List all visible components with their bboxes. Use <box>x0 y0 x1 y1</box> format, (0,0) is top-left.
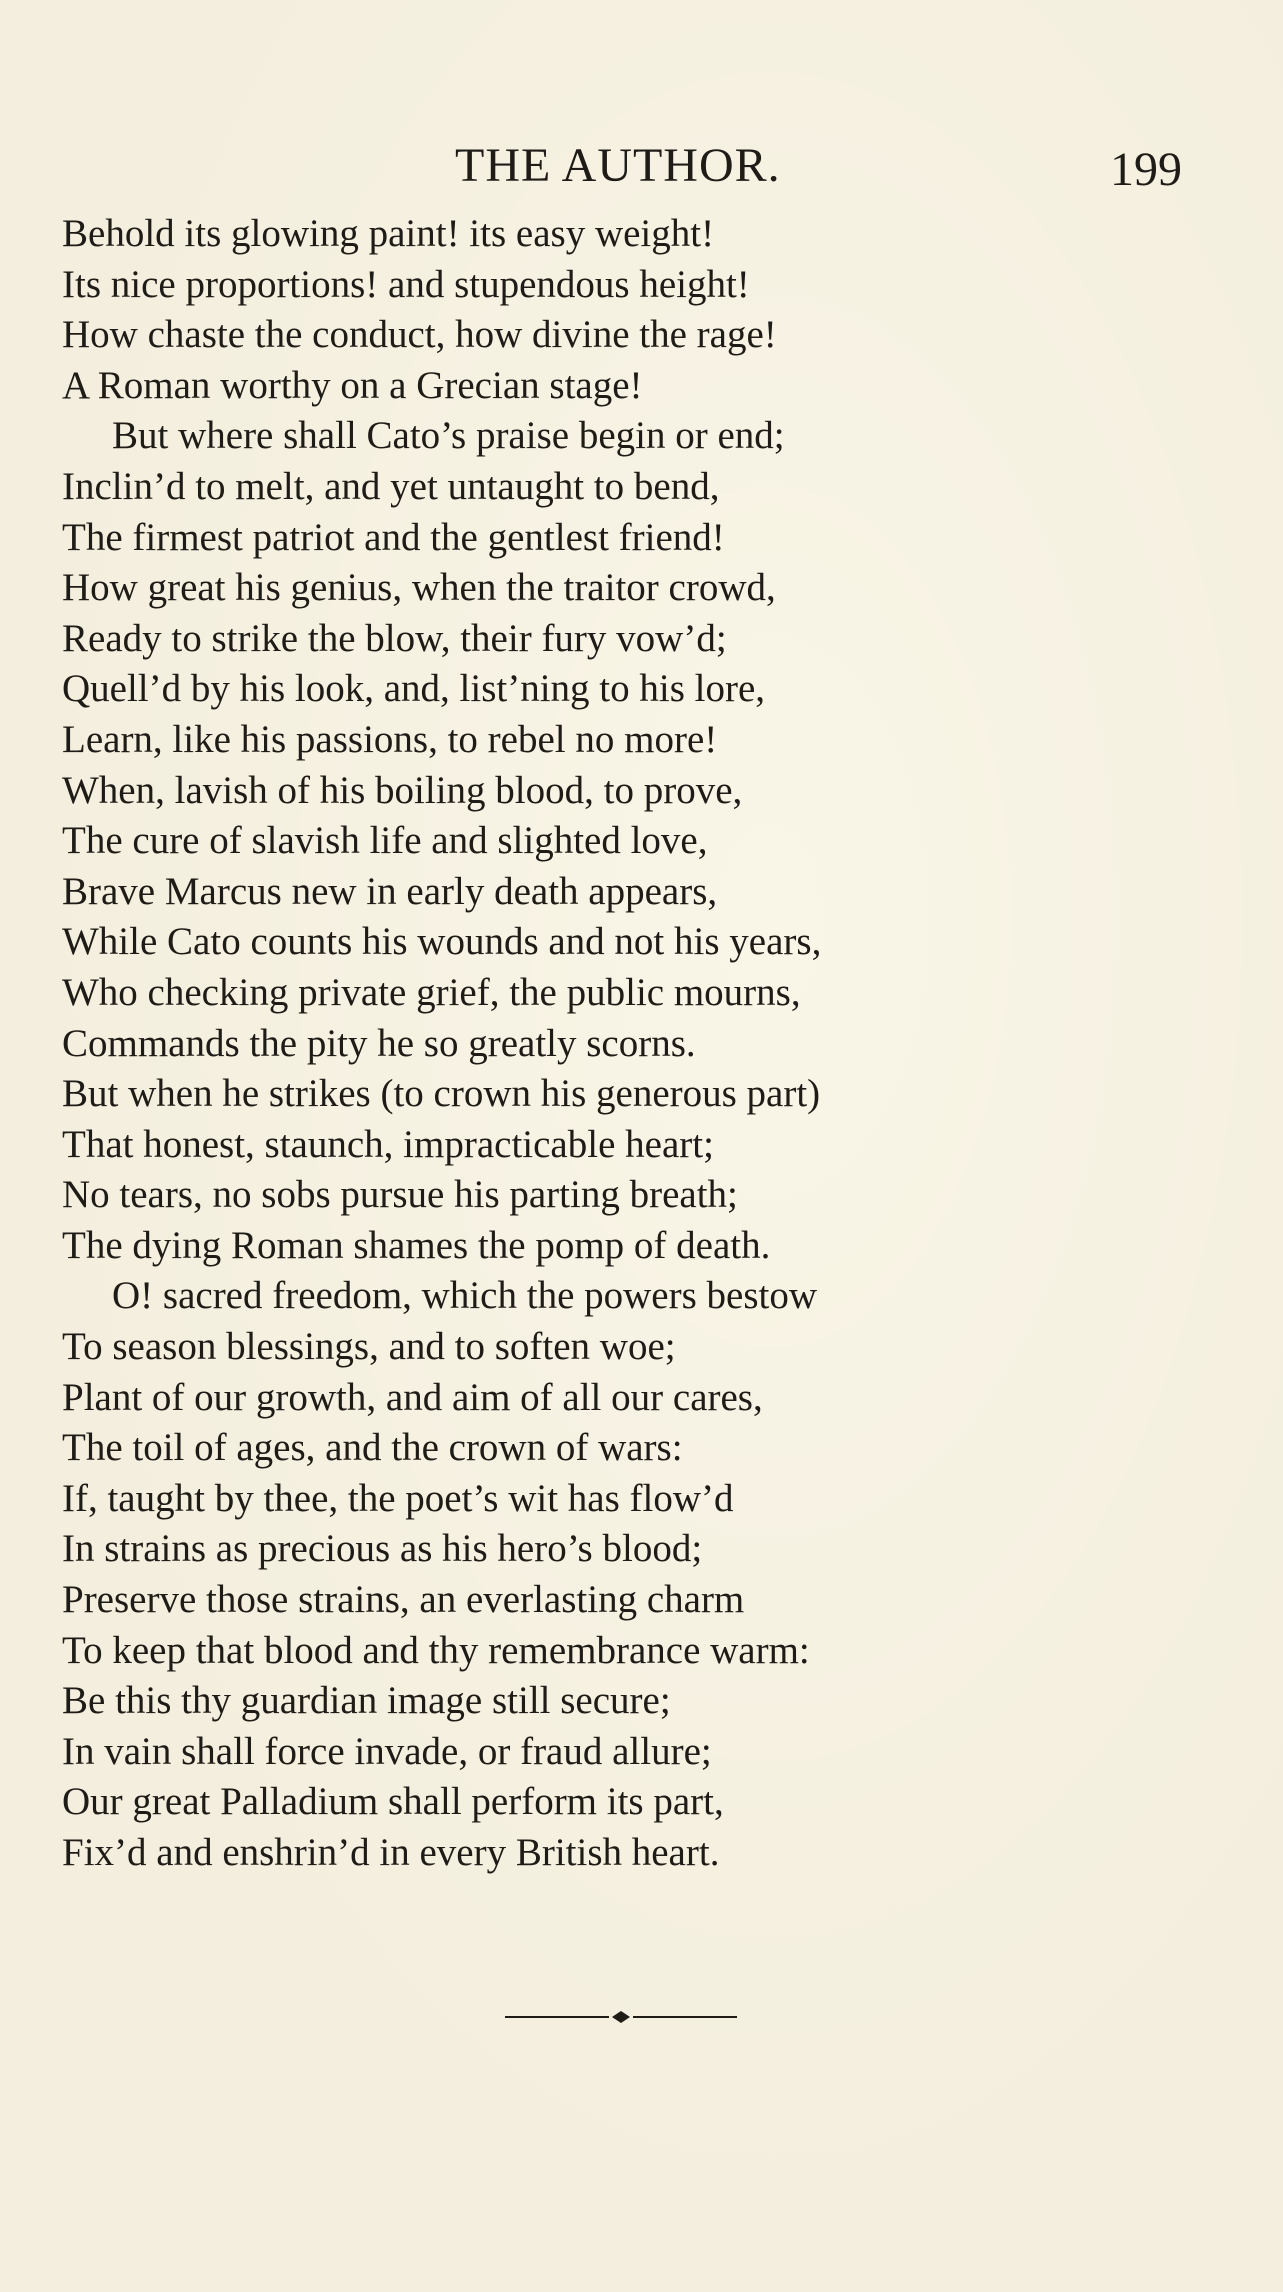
poem-line: That honest, staunch, impracticable heart; <box>62 1122 714 1166</box>
poem-line: The dying Roman shames the pomp of death. <box>62 1223 771 1267</box>
poem-line: The toil of ages, and the crown of wars: <box>62 1426 683 1470</box>
poem-line: The firmest patriot and the gentlest friend! <box>62 515 725 559</box>
poem-line: But where shall Cato’s praise begin or end; <box>112 414 785 458</box>
poem-line: But when he strikes (to crown his generous part) <box>62 1072 821 1116</box>
poem-line: Quell’d by his look, and, list’ning to his lore, <box>62 667 766 711</box>
ornament-rule-left <box>505 2016 609 2018</box>
poem-line: When, lavish of his boiling blood, to prove, <box>62 768 743 812</box>
ornament-rule-right <box>633 2016 737 2018</box>
poem-line: Who checking private grief, the public mourns, <box>62 970 801 1014</box>
poem-line: While Cato counts his wounds and not his years, <box>62 920 822 964</box>
poem-line: Learn, like his passions, to rebel no more! <box>62 717 718 761</box>
poem-line: Fix’d and enshrin’d in every British heart. <box>62 1831 720 1874</box>
poem-line: Inclin’d to melt, and yet untaught to bend, <box>62 464 720 508</box>
poem-line: To season blessings, and to soften woe; <box>62 1325 676 1369</box>
poem-line: A Roman worthy on a Grecian stage! <box>62 363 643 407</box>
poem-line: To keep that blood and thy remembrance warm: <box>62 1628 810 1672</box>
poem-text <box>62 209 1242 1879</box>
poem-line: The cure of slavish life and slighted love, <box>62 819 708 863</box>
poem-line: Brave Marcus new in early death appears, <box>62 869 718 913</box>
poem-line: In vain shall force invade, or fraud allure; <box>62 1729 712 1773</box>
running-head <box>0 136 1283 196</box>
poem-line: Behold its glowing paint! its easy weight! <box>62 212 715 255</box>
poem-line: No tears, no sobs pursue his parting breath; <box>62 1173 738 1217</box>
poem-line: Our great Palladium shall perform its part, <box>62 1780 724 1824</box>
poem-line: Commands the pity he so greatly scorns. <box>62 1021 696 1065</box>
ornament-diamond <box>612 2011 630 2023</box>
poem-line: In strains as precious as his hero’s blood; <box>62 1527 703 1571</box>
poem-line: Preserve those strains, an everlasting charm <box>62 1578 745 1622</box>
poem-line: Be this thy guardian image still secure; <box>62 1679 671 1723</box>
poem-line: If, taught by thee, the poet’s wit has flow’d <box>62 1476 734 1520</box>
rule-diamond-ornament-icon <box>505 2009 737 2025</box>
poem-line: Plant of our growth, and aim of all our cares, <box>62 1375 763 1419</box>
page-title: THE AUTHOR. <box>455 139 781 192</box>
poem-line: Its nice proportions! and stupendous height! <box>62 262 750 306</box>
poem-line: How chaste the conduct, how divine the rage! <box>62 313 777 357</box>
poem-line: O! sacred freedom, which the powers bestow <box>112 1274 818 1318</box>
poem-line: How great his genius, when the traitor crowd, <box>62 566 776 610</box>
poem-line: Ready to strike the blow, their fury vow’d; <box>62 616 727 660</box>
page-number: 199 <box>1110 143 1182 196</box>
